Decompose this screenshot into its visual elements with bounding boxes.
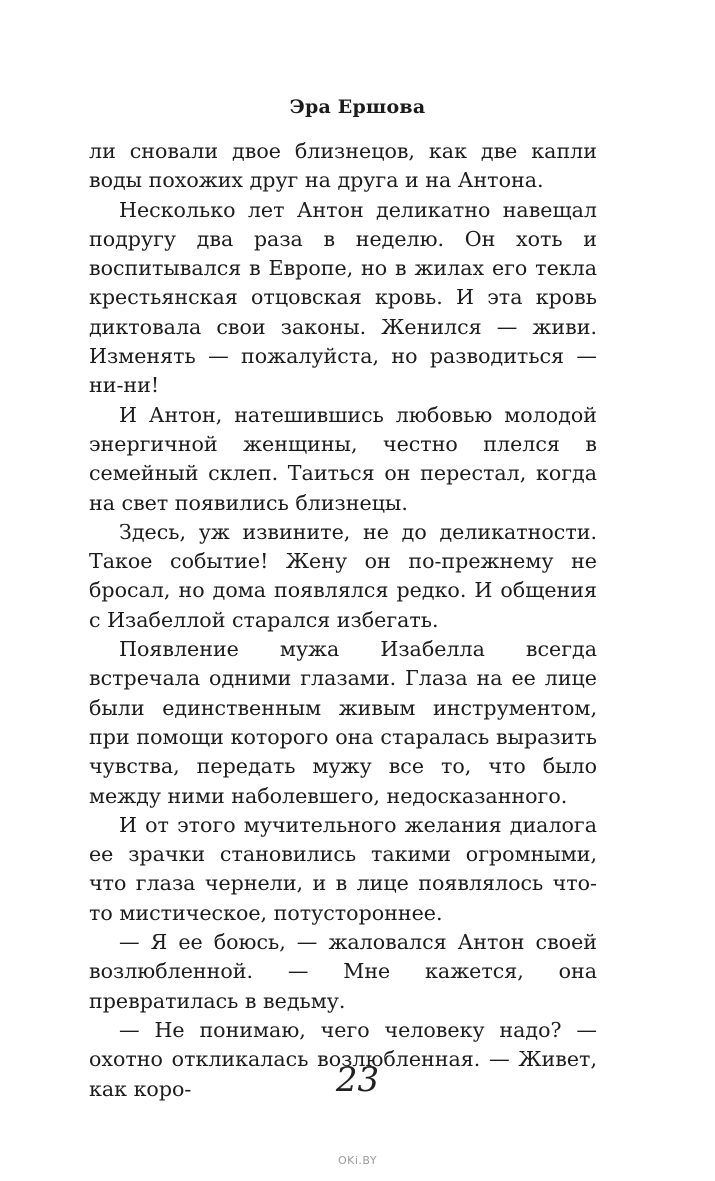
running-header: Эра Ершова	[289, 96, 426, 118]
watermark: OKi.BY	[337, 1154, 378, 1167]
paragraph-3: И Антон, натешившись любовью молодой энергичной женщины, честно плелся в семейный склеп. Таиться он перестал, когда на свет появились близнецы.	[89, 402, 597, 515]
paragraph-7: — Я ее боюсь, — жаловался Антон своей возлюбленной. — Мне кажется, она превратилась в ведьму.	[89, 930, 597, 1013]
body-text	[89, 137, 597, 1104]
paragraph-8: — Не понимаю, чего человеку надо? — охотно откликалась возлюбленная. — Живет, как коро-	[89, 1017, 597, 1101]
paragraph-1: ли сновали двое близнецов, как две капли воды похожих друг на друга и на Антона.	[89, 139, 597, 193]
paragraph-6: И от этого мучительного желания диалога ее зрачки становились такими огромными, что глаза чернели, и в лице появлялось что-то мистическое, потустороннее.	[89, 812, 597, 925]
paragraph-4: Здесь, уж извините, не до деликатности. Такое событие! Жену он по-прежнему не бросал, но дома появлялся редко. И общения с Изабеллой старался избегать.	[89, 519, 597, 632]
page-number: 23	[335, 1060, 380, 1100]
paragraph-5: Появление мужа Изабелла всегда встречала одними глазами. Глаза на ее лице были единственным живым инструментом, при помощи которого она старалась выразить чувства, передать мужу все то, что было между ними наболевшего, недосказанного.	[89, 637, 597, 808]
paragraph-2: Несколько лет Антон деликатно навещал подругу два раза в неделю. Он хоть и воспитывался в Европе, но в жилах его текла крестьянская отцовская кровь. И эта кровь диктовала свои законы. Женился — живи. Изменять — пожалуйста, но разводиться — ни-ни!	[89, 197, 597, 398]
